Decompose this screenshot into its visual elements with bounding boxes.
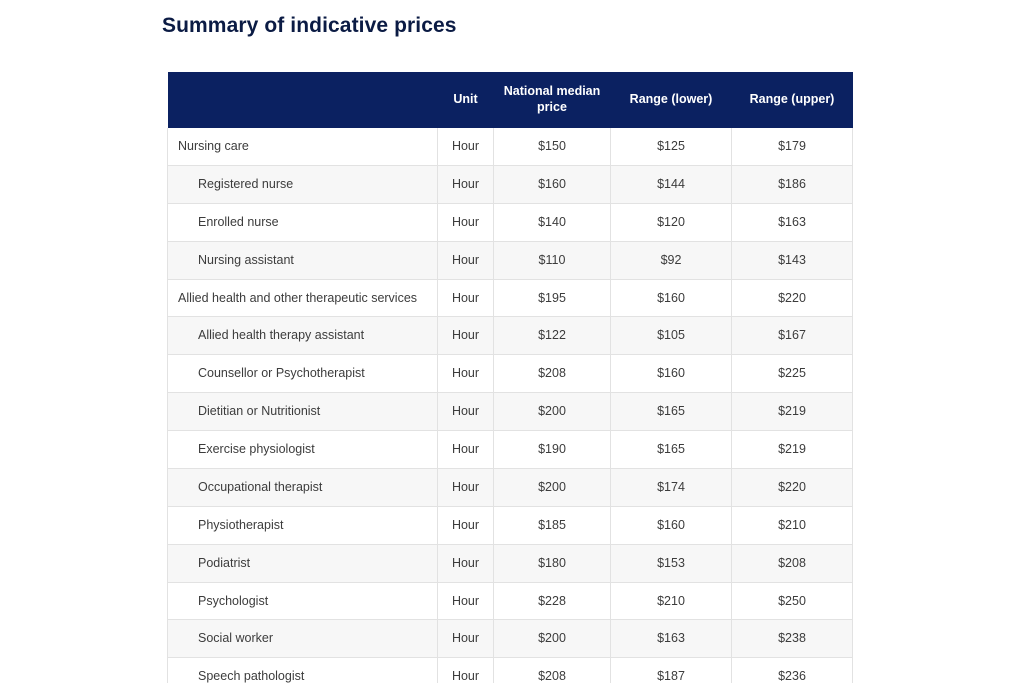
table-row [168, 468, 853, 506]
cell-unit: Hour [438, 582, 494, 620]
cell-service-name: Enrolled nurse [168, 203, 438, 241]
cell-range-lower: $160 [611, 506, 732, 544]
cell-range-upper: $163 [732, 203, 853, 241]
table-row [168, 241, 853, 279]
cell-range-upper: $210 [732, 506, 853, 544]
cell-national-median-price: $200 [494, 468, 611, 506]
cell-service-name: Podiatrist [168, 544, 438, 582]
table-body [168, 128, 853, 683]
table-header [168, 72, 853, 128]
cell-service-name: Nursing assistant [168, 241, 438, 279]
table-row [168, 355, 853, 393]
cell-unit: Hour [438, 506, 494, 544]
cell-unit: Hour [438, 658, 494, 683]
cell-range-lower: $163 [611, 620, 732, 658]
cell-service-name: Dietitian or Nutritionist [168, 393, 438, 431]
cell-range-upper: $220 [732, 279, 853, 317]
cell-unit: Hour [438, 393, 494, 431]
cell-unit: Hour [438, 241, 494, 279]
cell-national-median-price: $160 [494, 165, 611, 203]
cell-range-lower: $92 [611, 241, 732, 279]
table-row [168, 317, 853, 355]
cell-unit: Hour [438, 431, 494, 469]
cell-range-upper: $219 [732, 393, 853, 431]
cell-unit: Hour [438, 128, 494, 165]
cell-unit: Hour [438, 620, 494, 658]
table-row [168, 620, 853, 658]
table-row [168, 165, 853, 203]
column-header-range-upper: Range (upper) [732, 72, 853, 128]
cell-service-name: Psychologist [168, 582, 438, 620]
cell-range-upper: $167 [732, 317, 853, 355]
cell-range-upper: $238 [732, 620, 853, 658]
table-row [168, 506, 853, 544]
cell-national-median-price: $150 [494, 128, 611, 165]
cell-service-name: Physiotherapist [168, 506, 438, 544]
cell-range-lower: $210 [611, 582, 732, 620]
cell-range-lower: $165 [611, 393, 732, 431]
cell-national-median-price: $195 [494, 279, 611, 317]
cell-service-name: Speech pathologist [168, 658, 438, 683]
cell-unit: Hour [438, 468, 494, 506]
cell-range-lower: $125 [611, 128, 732, 165]
column-header-range-lower: Range (lower) [611, 72, 732, 128]
cell-range-lower: $160 [611, 355, 732, 393]
table-row [168, 582, 853, 620]
table-row [168, 203, 853, 241]
cell-range-lower: $105 [611, 317, 732, 355]
cell-national-median-price: $208 [494, 355, 611, 393]
cell-unit: Hour [438, 544, 494, 582]
cell-unit: Hour [438, 355, 494, 393]
cell-national-median-price: $140 [494, 203, 611, 241]
cell-service-name: Social worker [168, 620, 438, 658]
column-header-national-median-price: National median price [494, 72, 611, 128]
page-title: Summary of indicative prices [162, 14, 457, 37]
cell-service-name: Nursing care [168, 128, 438, 165]
cell-unit: Hour [438, 317, 494, 355]
cell-range-lower: $144 [611, 165, 732, 203]
cell-range-upper: $236 [732, 658, 853, 683]
cell-unit: Hour [438, 165, 494, 203]
table-row [168, 544, 853, 582]
cell-service-name: Allied health and other therapeutic services [168, 279, 438, 317]
cell-unit: Hour [438, 203, 494, 241]
cell-national-median-price: $228 [494, 582, 611, 620]
cell-service-name: Allied health therapy assistant [168, 317, 438, 355]
cell-range-lower: $160 [611, 279, 732, 317]
table-header-row [168, 72, 853, 128]
cell-service-name: Registered nurse [168, 165, 438, 203]
column-header-unit: Unit [438, 72, 494, 128]
cell-national-median-price: $110 [494, 241, 611, 279]
price-table-container [167, 72, 852, 683]
cell-national-median-price: $200 [494, 393, 611, 431]
cell-national-median-price: $208 [494, 658, 611, 683]
cell-national-median-price: $122 [494, 317, 611, 355]
table-row [168, 431, 853, 469]
table-row [168, 279, 853, 317]
cell-range-upper: $208 [732, 544, 853, 582]
cell-national-median-price: $200 [494, 620, 611, 658]
cell-unit: Hour [438, 279, 494, 317]
table-row [168, 658, 853, 683]
cell-service-name: Counsellor or Psychotherapist [168, 355, 438, 393]
column-header-service [168, 72, 438, 128]
cell-service-name: Occupational therapist [168, 468, 438, 506]
cell-national-median-price: $185 [494, 506, 611, 544]
cell-range-upper: $250 [732, 582, 853, 620]
cell-range-lower: $187 [611, 658, 732, 683]
table-row [168, 128, 853, 165]
cell-range-upper: $179 [732, 128, 853, 165]
cell-service-name: Exercise physiologist [168, 431, 438, 469]
table-row [168, 393, 853, 431]
cell-range-upper: $220 [732, 468, 853, 506]
cell-range-upper: $186 [732, 165, 853, 203]
cell-range-lower: $165 [611, 431, 732, 469]
cell-national-median-price: $190 [494, 431, 611, 469]
indicative-prices-table [167, 72, 853, 683]
cell-range-upper: $219 [732, 431, 853, 469]
cell-range-lower: $153 [611, 544, 732, 582]
cell-national-median-price: $180 [494, 544, 611, 582]
cell-range-upper: $225 [732, 355, 853, 393]
cell-range-upper: $143 [732, 241, 853, 279]
cell-range-lower: $174 [611, 468, 732, 506]
cell-range-lower: $120 [611, 203, 732, 241]
